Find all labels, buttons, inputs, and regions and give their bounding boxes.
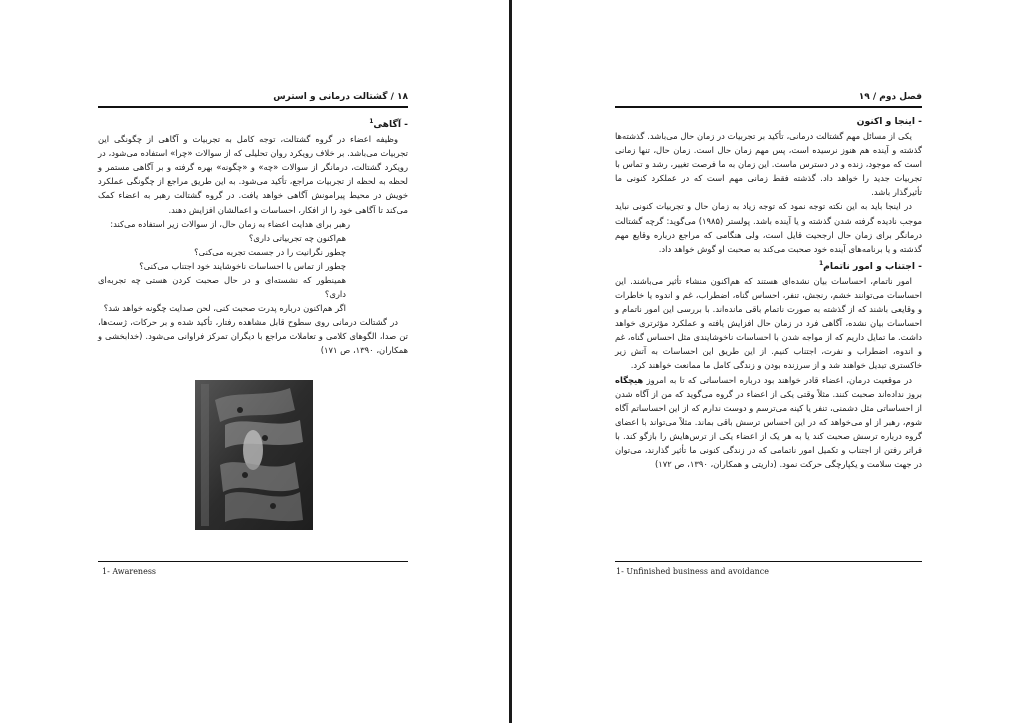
- right-footnote: 1- Unfinished business and avoidance: [616, 567, 770, 576]
- emphasis-text: هیچگاه: [615, 374, 644, 385]
- left-footnote: 1- Awareness: [102, 567, 157, 576]
- right-page: [512, 0, 1024, 723]
- gestalt-paragraph: در گشتالت درمانی روی سطوح قابل مشاهده رفتار، تأکید شده و بر حرکات، ژست‌ها، تن صدا، الگوهای کلامی و تعاملات مراجع با دیگران تمرکز فراوانی می‌شود. (خدابخشی و همکاران، ۱۳۹۰، ص ۱۷۱): [98, 317, 408, 356]
- here-and-now-heading: - اینجا و اکنون: [856, 116, 922, 127]
- here-and-now-paragraph: یکی از مسائل مهم گشتالت درمانی، تأکید بر تجربیات در زمان حال می‌باشد. گذشته‌ها گذشته و آینده هم هنوز نرسیده است، پس مهم زمان حال است. زمان حال، تنها زمانی است که موجود، زنده و در دسترس ماست. این زمان به ما فرصت تغییر، رشد و تماس با تجربیات جدید را خواهد داد. گذشته فقط زمانی مهم است که در عملکرد کنونی ما تأثیرگذار باشد.: [615, 131, 922, 198]
- footnote-ref: 1: [369, 118, 374, 125]
- question-item: چطور نگرانیت را در جسمت تجربه می‌کنی؟: [194, 246, 346, 257]
- question-item: همینطور که نشسته‌ای و در حال صحبت کردن هستی چه تجربه‌ای داری؟: [98, 275, 346, 300]
- right-page-header: [615, 88, 922, 108]
- artwork-illustration: [195, 380, 313, 530]
- left-page-body: [98, 114, 408, 358]
- questions-intro: رهبر برای هدایت اعضاء به زمان حال، از سوالات زیر استفاده می‌کند:: [110, 218, 350, 229]
- footnote-ref: 1: [818, 259, 824, 267]
- right-page-body: [615, 114, 922, 471]
- left-header-text: ۱۸ / گشتالت درمانی و استرس: [273, 92, 408, 102]
- present-focus-paragraph: در اینجا باید به این نکته توجه نمود که توجه زیاد به زمان حال و تجربیات کنونی نباید موجب نادیده گرفته شدن گذشته و یا آینده باشد. پولستر (۱۹۸۵) می‌گوید: گرچه گشتالت درمانگر برای زمان حال ارجحیت قایل است، ولی هنگامی که مراجع درباره وقایع مهم گذشته و یا برنامه‌های آینده خود صحبت می‌کند به صحبت او گوش خواهد داد.: [615, 201, 923, 254]
- artwork-image: [195, 380, 313, 530]
- question-item: اگر هم‌اکنون درباره پدرت صحبت کنی، لحن صدایت چگونه خواهد شد؟: [103, 303, 346, 314]
- footnote-divider: [615, 561, 922, 562]
- therapy-situation-paragraph: در موقعیت درمان، اعضاء قادر خواهند بود درباره احساساتی که تا به امروز هیچگاه بروز نداده‌اند صحبت کنند. مثلاً وقتی یکی از اعضاء در گروه می‌گوید که من از آگاه شدن از احساساتی مثل دشمنی، تنفر یا کینه می‌ترسم و دوست ندارم که از این احساساتم آگاه شوم، رهبر از او می‌خواهد که در این احساس ترسش باقی بماند. مثلاً می‌تواند با اعضای گروه درباره ترسش صحبت کند یا به هر یک از اعضاء یکی از ترس‌هایش را بازگو کند. با فراتر رفتن از اجتناب و تکمیل امور ناتمامی که در زندگی کنونی ما تأثیر گذارند، می‌توان در جهت سلامت و یکپارچگی حرکت نمود. (داریتی و همکاران، ۱۳۹۰، ص ۱۷۲): [615, 374, 922, 470]
- unfinished-business-paragraph: امور ناتمام، احساسات بیان نشده‌ای هستند که هم‌اکنون منشاء تأثیر می‌باشند. این احساسات می‌توانند خشم، رنجش، تنفر، احساس گناه، اضطراب، غم و اندوه یا خاطرات و وقایعی باشند که از گذشته به صورت ناتمام باقی مانده‌اند. با بررسی این امور ناتمام و احساسات بیان نشده، آگاهی فرد در زمان حال افزایش یافته و عملکرد مؤثرتری خواهد داشت. ما تمایل داریم که از مواجه شدن با احساسات ناخوشایندی مثل احساس گناه، غم و اندوه، اضطراب و نفرت، اجتناب کنیم. از این طریق این احساسات به آتش زیر خاکستری تبدیل خواهند شد و از سرزنده بودن و زندگی کامل ما ممانعت خواهند کرد.: [615, 275, 922, 371]
- question-item: چطور از تماس با احساسات ناخوشایند خود اجتناب می‌کنی؟: [139, 260, 346, 271]
- awareness-heading: - آگاهی$^1$: [369, 118, 408, 131]
- question-item: هم‌اکنون چه تجربیاتی داری؟: [248, 232, 346, 243]
- left-page-header: [98, 88, 408, 108]
- right-header-text: فصل دوم / ۱۹: [858, 92, 922, 102]
- footnote-divider: [98, 561, 408, 562]
- left-page: [0, 0, 509, 723]
- awareness-paragraph: وظیفه اعضاء در گروه گشتالت، توجه کامل به تجربیات و آگاهی از چگونگی این تجربیات می‌باشد. بر خلاف رویکرد روان تحلیلی که از سوالات «چرا» استفاده می‌شود، در رویکرد گشتالت، درمانگر از سوالات «چه» و «چگونه» بهره گرفته و بر آگاهی مستمر و لحظه به لحظه از تجربیات مراجع، تأکید می‌شود. به این طریق مراجع از چگونگی عملکرد خویش در محیط پیرامونش آگاهی خواهد یافت. در گروه گشتالت رهبر به اعضاء کمک می‌کند تا آگاهی خود را از افکار، احساسات و اعمالشان افزایش دهند.: [98, 134, 408, 215]
- unfinished-business-heading: - اجتناب و امور ناتمام$^1$: [818, 259, 922, 272]
